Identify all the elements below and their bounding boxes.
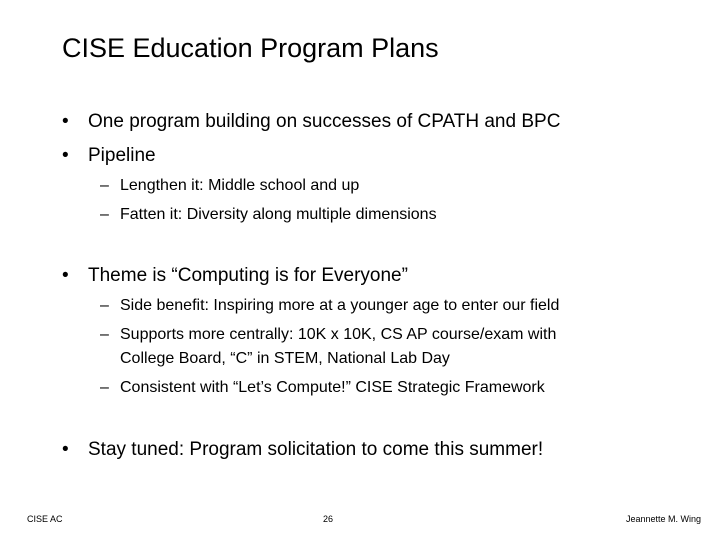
bullet-one-program: One program building on successes of CPATH and BPC (88, 111, 561, 132)
bullet-symbol: • (62, 145, 69, 166)
sub-bullet-supports: Supports more centrally: 10K x 10K, CS AP course/exam with (120, 326, 557, 343)
dash-symbol: – (100, 177, 109, 194)
sub-bullet-lengthen: Lengthen it: Middle school and up (120, 177, 360, 194)
page-number: 26 (323, 514, 334, 524)
bullet-symbol: • (62, 439, 69, 460)
sub-bullet-consistent: Consistent with “Let’s Compute!” CISE Strategic Framework (120, 379, 545, 396)
sub-bullet-supports-continued: College Board, “C” in STEM, National Lab Day (120, 350, 450, 367)
bullet-theme: Theme is “Computing is for Everyone” (88, 265, 408, 286)
dash-symbol: – (100, 326, 109, 343)
dash-symbol: – (100, 379, 109, 396)
sub-bullet-fatten: Fatten it: Diversity along multiple dimensions (120, 206, 437, 223)
footer-author: Jeannette M. Wing (626, 514, 702, 524)
bullet-symbol: • (62, 265, 69, 286)
slide-title: CISE Education Program Plans (62, 33, 439, 63)
footer-left-label: CISE AC (27, 514, 63, 524)
bullet-symbol: • (62, 111, 69, 132)
dash-symbol: – (100, 206, 109, 223)
sub-bullet-side-benefit: Side benefit: Inspiring more at a younger age to enter our field (120, 297, 560, 314)
dash-symbol: – (100, 297, 109, 314)
bullet-stay-tuned: Stay tuned: Program solicitation to come this summer! (88, 439, 544, 460)
bullet-pipeline: Pipeline (88, 145, 156, 166)
